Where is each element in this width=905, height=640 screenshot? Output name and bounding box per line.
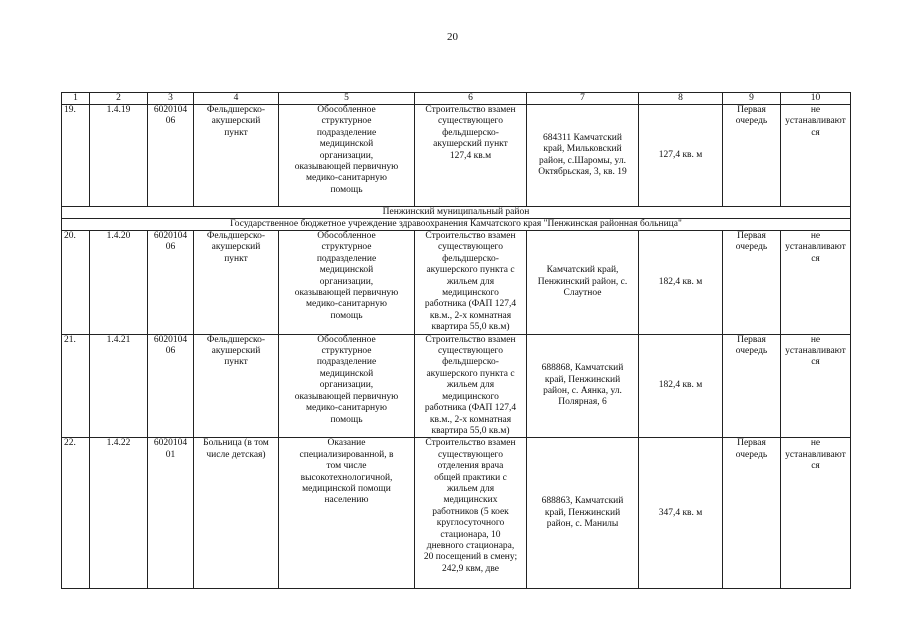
- row-classifier: 6020104 01: [148, 438, 194, 589]
- row-classifier: 6020104 06: [148, 231, 194, 335]
- facility-address: Камчатский край, Пенжинский район, с. Слаутное: [527, 231, 639, 335]
- construction-note: Строительство взамен существующего фельдшерско- акушерский пункт 127,4 кв.м: [415, 105, 527, 207]
- construction-note: Строительство взамен существующего отделения врача общей практики с жильем для медицинских работников (5 коек круглосуточного стационара, 10 дневного стационара, 20 посещений в смену; 242,9 квм, две: [415, 438, 527, 589]
- column-number: 5: [279, 93, 415, 105]
- page-number: 20: [447, 31, 458, 43]
- facility-type: Фельдшерско- акушерский пункт: [194, 334, 279, 438]
- facility-area: 127,4 кв. м: [639, 105, 723, 207]
- facility-address: 688863, Камчатский край, Пенжинский район, с. Манилы: [527, 438, 639, 589]
- facility-address: 684311 Камчатский край, Мильковский район, с.Шаромы, ул. Октябрьская, 3, кв. 19: [527, 105, 639, 207]
- build-stage: Первая очередь: [723, 231, 781, 335]
- column-number: 1: [62, 93, 90, 105]
- facilities-table: [61, 92, 851, 589]
- row-code: 1.4.22: [90, 438, 148, 589]
- row-number: 22.: [62, 438, 90, 589]
- zone-status: не устанавливают ся: [781, 334, 851, 438]
- facility-purpose: Обособленное структурное подразделение медицинской организации, оказывающей первичную медико-санитарную помощь: [279, 231, 415, 335]
- facility-area: 182,4 кв. м: [639, 231, 723, 335]
- facility-area: 347,4 кв. м: [639, 438, 723, 589]
- facility-purpose: Обособленное структурное подразделение медицинской организации, оказывающей первичную медико-санитарную помощь: [279, 334, 415, 438]
- column-number: 9: [723, 93, 781, 105]
- table-row: [62, 438, 851, 589]
- facility-purpose: Оказание специализированной, в том числе высокотехнологичной, медицинской помощи населению: [279, 438, 415, 589]
- row-code: 1.4.19: [90, 105, 148, 207]
- facility-type: Фельдшерско- акушерский пункт: [194, 231, 279, 335]
- column-number-row: [62, 93, 851, 105]
- facility-area: 182,4 кв. м: [639, 334, 723, 438]
- row-number: 21.: [62, 334, 90, 438]
- construction-note: Строительство взамен существующего фельдшерско- акушерского пункта с жильем для медицинского работника (ФАП 127,4 кв.м., 2-х комнатная квартира 55,0 кв.м): [415, 231, 527, 335]
- row-number: 20.: [62, 231, 90, 335]
- column-number: 7: [527, 93, 639, 105]
- column-number: 10: [781, 93, 851, 105]
- table-row: [62, 334, 851, 438]
- build-stage: Первая очередь: [723, 438, 781, 589]
- zone-status: не устанавливают ся: [781, 231, 851, 335]
- facility-type: Фельдшерско- акушерский пункт: [194, 105, 279, 207]
- build-stage: Первая очередь: [723, 105, 781, 207]
- district-heading: Пенжинский муниципальный район: [62, 207, 851, 219]
- column-number: 6: [415, 93, 527, 105]
- facility-type: Больница (в том числе детская): [194, 438, 279, 589]
- zone-status: не устанавливают ся: [781, 438, 851, 589]
- row-classifier: 6020104 06: [148, 334, 194, 438]
- row-code: 1.4.21: [90, 334, 148, 438]
- column-number: 4: [194, 93, 279, 105]
- column-number: 8: [639, 93, 723, 105]
- column-number: 3: [148, 93, 194, 105]
- row-classifier: 6020104 06: [148, 105, 194, 207]
- table-row: [62, 105, 851, 207]
- row-code: 1.4.20: [90, 231, 148, 335]
- table-row: [62, 231, 851, 335]
- facility-address: 688868, Камчатский край, Пенжинский район, с. Аянка, ул. Полярная, 6: [527, 334, 639, 438]
- facility-purpose: Обособленное структурное подразделение медицинской организации, оказывающей первичную медико-санитарную помощь: [279, 105, 415, 207]
- build-stage: Первая очередь: [723, 334, 781, 438]
- institution-heading: Государственное бюджетное учреждение здравоохранения Камчатского края "Пенжинская районная больница": [62, 219, 851, 231]
- zone-status: не устанавливают ся: [781, 105, 851, 207]
- construction-note: Строительство взамен существующего фельдшерско- акушерского пункта с жильем для медицинского работника (ФАП 127,4 кв.м., 2-х комнатная квартира 55,0 кв.м): [415, 334, 527, 438]
- column-number: 2: [90, 93, 148, 105]
- row-number: 19.: [62, 105, 90, 207]
